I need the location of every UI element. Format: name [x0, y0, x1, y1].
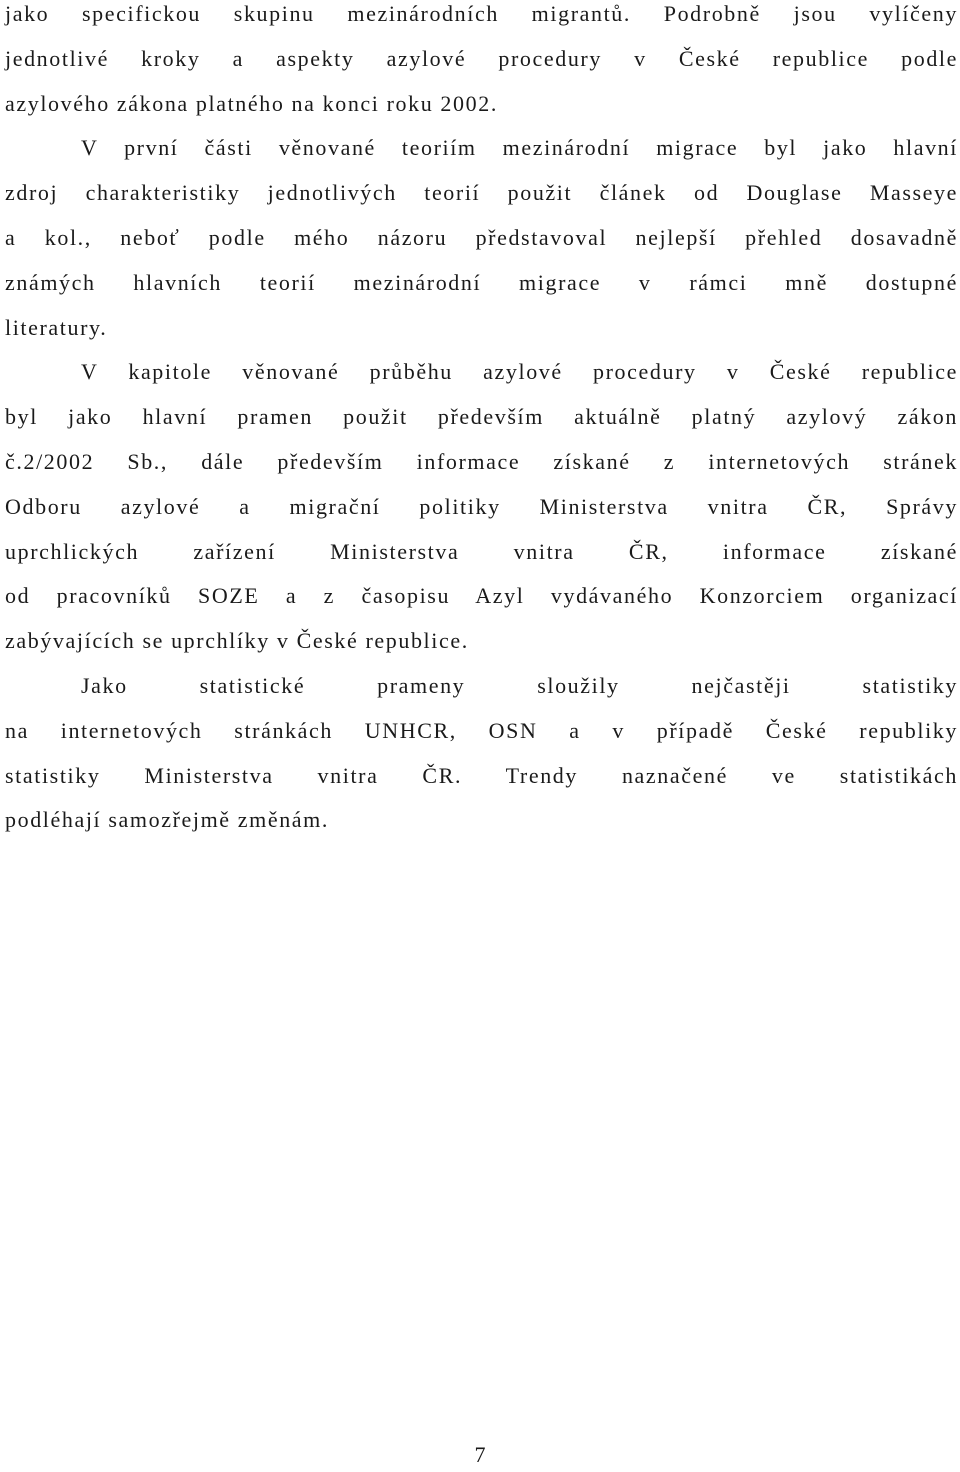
text-line: na internetových stránkách UNHCR, OSN a v případě České republiky: [5, 717, 958, 743]
text-line: podléhají samozřejmě změnám.: [5, 807, 329, 833]
text-line: jako specifickou skupinu mezinárodních migrantů. Podrobně jsou vylíčeny: [5, 1, 958, 26]
text-line: statistiky Ministerstva vnitra ČR. Trendy naznačené ve statistikách: [5, 762, 958, 788]
text-line: zabývajících se uprchlíky v České republice.: [5, 628, 469, 654]
text-line: od pracovníků SOZE a z časopisu Azyl vydávaného Konzorciem organizací: [5, 583, 958, 609]
text-line: č.2/2002 Sb., dále především informace získané z internetových stránek: [5, 448, 958, 474]
text-line: Jako statistické prameny sloužily nejčastěji statistiky: [81, 672, 958, 698]
text-line: jednotlivé kroky a aspekty azylové procedury v České republice podle: [5, 45, 958, 71]
text-line: literatury.: [5, 314, 108, 340]
text-line: zdroj charakteristiky jednotlivých teorií použit článek od Douglase Masseye: [5, 180, 958, 206]
text-line: V první části věnované teoriím mezinárodní migrace byl jako hlavní: [81, 135, 958, 161]
text-line: a kol., neboť podle mého názoru představoval nejlepší přehled dosavadně: [5, 224, 958, 250]
text-line: byl jako hlavní pramen použit především aktuálně platný azylový zákon: [5, 404, 958, 430]
text-line: azylového zákona platného na konci roku 2002.: [5, 90, 498, 116]
page-number: 7: [474, 1442, 486, 1467]
text-line: V kapitole věnované průběhu azylové procedury v České republice: [81, 359, 958, 385]
body-text: [5, 0, 958, 843]
text-line: známých hlavních teorií mezinárodní migrace v rámci mně dostupné: [5, 269, 958, 295]
text-line: Odboru azylové a migrační politiky Ministerstva vnitra ČR, Správy: [5, 493, 958, 519]
text-line: uprchlických zařízení Ministerstva vnitra ČR, informace získané: [5, 538, 958, 564]
